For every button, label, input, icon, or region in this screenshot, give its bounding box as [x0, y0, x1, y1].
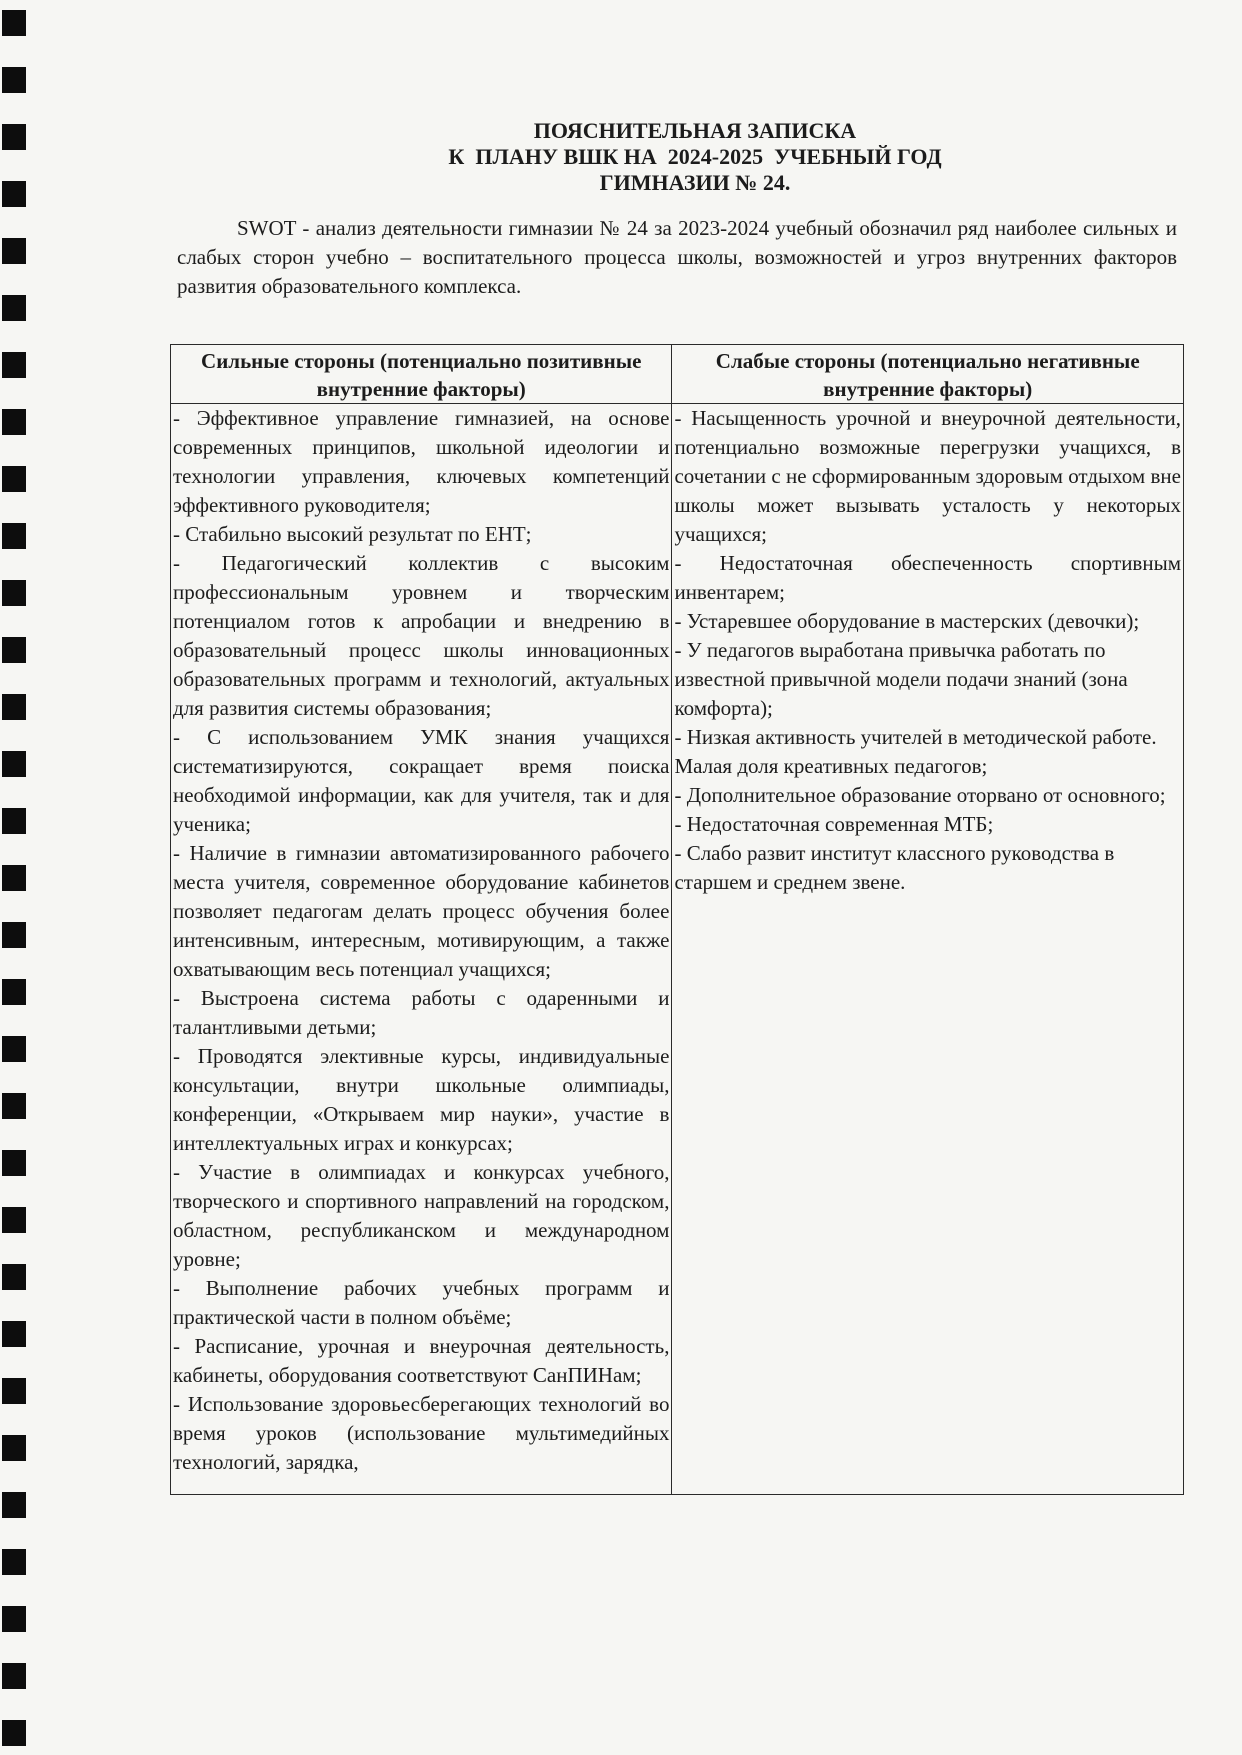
title-line-3: ГИМНАЗИИ № 24.: [599, 170, 791, 195]
strength-item: - С использованием УМК знания учащихся систематизируются, сокращает время поиска необходимой информации, как для учителя, так и для ученика;: [173, 725, 670, 836]
binding-hole: [2, 808, 26, 834]
weakness-item: - Устаревшее оборудование в мастерских (девочки);: [674, 609, 1140, 633]
weakness-item: - Недостаточная обеспеченность спортивным инвентарем;: [674, 551, 1181, 604]
strength-item: - Наличие в гимназии автоматизированного рабочего места учителя, современное оборудование кабинетов позволяет педагогам делать процесс обучения более интенсивным, интересным, мотивирующим, а также охватывающим весь потенциал учащихся;: [173, 841, 670, 981]
binding-hole: [2, 295, 26, 321]
binding-hole: [2, 409, 26, 435]
strength-item: - Стабильно высокий результат по ЕНТ;: [173, 522, 532, 546]
weakness-item: - Слабо развит институт классного руководства в старшем и среднем звене.: [674, 841, 1115, 894]
binding-hole: [2, 1321, 26, 1347]
binding-hole: [2, 1606, 26, 1632]
binding-hole: [2, 67, 26, 93]
spiral-binding: [0, 0, 30, 1755]
strength-item: - Расписание, урочная и внеурочная деятельность, кабинеты, оборудования соответствуют СанПИНам;: [173, 1334, 670, 1387]
strength-item: - Использование здоровьесберегающих технологий во время уроков (использование мультимедийных технологий, зарядка,: [173, 1392, 670, 1474]
binding-hole: [2, 181, 26, 207]
weakness-item: - Дополнительное образование оторвано от основного;: [674, 783, 1166, 807]
strength-item: - Эффективное управление гимназией, на основе современных принципов, школьной идеологии и технологии управления, ключевых компетенций эффективного руководителя;: [173, 406, 670, 517]
document-page: [165, 118, 1185, 322]
binding-hole: [2, 979, 26, 1005]
weakness-item: - У педагогов выработана привычка работать по известной привычной модели подачи знаний (зона комфорта);: [674, 638, 1128, 720]
weakness-item: - Недостаточная современная МТБ;: [674, 812, 994, 836]
strengths-header: Сильные стороны (потенциально позитивные внутренние факторы): [171, 345, 672, 404]
binding-hole: [2, 922, 26, 948]
binding-hole: [2, 1378, 26, 1404]
swot-header-row: [171, 345, 1184, 404]
title-line-2: К ПЛАНУ ВШК НА 2024-2025 УЧЕБНЫЙ ГОД: [448, 144, 942, 169]
binding-hole: [2, 1492, 26, 1518]
binding-hole: [2, 1663, 26, 1689]
binding-hole: [2, 1036, 26, 1062]
binding-hole: [2, 523, 26, 549]
binding-hole: [2, 580, 26, 606]
document-title: [205, 118, 1185, 196]
weakness-item: - Насыщенность урочной и внеурочной деятельности, потенциально возможные перегрузки учащихся, в сочетании с не сформированным здоровым отдыхом вне школы может вызывать усталость у некоторых учащихся;: [674, 406, 1181, 546]
binding-hole: [2, 1264, 26, 1290]
binding-hole: [2, 238, 26, 264]
strengths-cell: [171, 404, 672, 1495]
intro-paragraph: SWOT - анализ деятельности гимназии № 24 за 2023-2024 учебный обозначил ряд наиболее сильных и слабых сторон учебно – воспитательного процесса школы, возможностей и угроз внутренних факторов развития образовательного комплекса.: [177, 216, 1177, 298]
binding-hole: [2, 694, 26, 720]
strength-item: - Проводятся элективные курсы, индивидуальные консультации, внутри школьные олимпиады, конференции, «Открываем мир науки», участие в интеллектуальных играх и конкурсах;: [173, 1044, 670, 1155]
binding-hole: [2, 1720, 26, 1746]
swot-body-row: [171, 404, 1184, 1495]
swot-table: [170, 344, 1184, 1495]
binding-hole: [2, 1549, 26, 1575]
title-line-1: ПОЯСНИТЕЛЬНАЯ ЗАПИСКА: [533, 118, 857, 143]
strength-item: - Выстроена система работы с одаренными и талантливыми детьми;: [173, 986, 670, 1039]
weaknesses-cell: [672, 404, 1184, 1495]
binding-hole: [2, 352, 26, 378]
binding-hole: [2, 1093, 26, 1119]
strength-item: - Педагогический коллектив с высоким профессиональным уровнем и творческим потенциалом готов к апробации и внедрению в образовательный процесс школы инновационных образовательных программ и технологий, актуальных для развития системы образования;: [173, 551, 670, 720]
binding-hole: [2, 10, 26, 36]
binding-hole: [2, 124, 26, 150]
binding-hole: [2, 865, 26, 891]
binding-hole: [2, 466, 26, 492]
binding-hole: [2, 1207, 26, 1233]
strength-item: - Выполнение рабочих учебных программ и практической части в полном объёме;: [173, 1276, 670, 1329]
strength-item: - Участие в олимпиадах и конкурсах учебного, творческого и спортивного направлений на городском, областном, республиканском и международном уровне;: [173, 1160, 670, 1271]
binding-hole: [2, 1435, 26, 1461]
weaknesses-header: Слабые стороны (потенциально негативные внутренние факторы): [672, 345, 1184, 404]
binding-hole: [2, 1150, 26, 1176]
weakness-item: - Низкая активность учителей в методической работе. Малая доля креативных педагогов;: [674, 725, 1157, 778]
binding-hole: [2, 751, 26, 777]
binding-hole: [2, 637, 26, 663]
